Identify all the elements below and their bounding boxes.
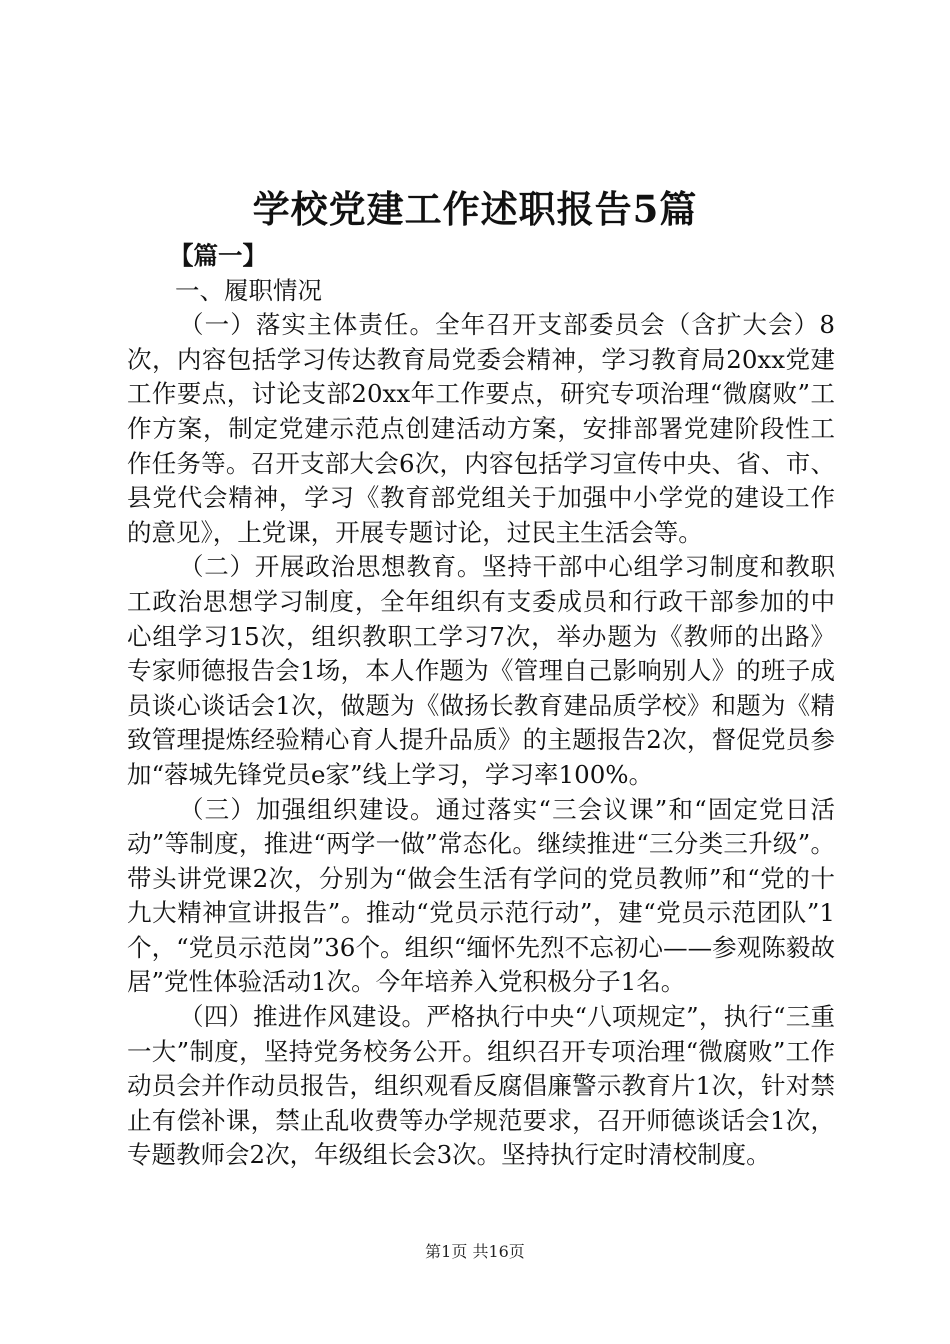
paragraph-4: （四）推进作风建设。严格执行中央“八项规定”，执行“三重一大”制度，坚持党务校务公开。组织召开专项治理“微腐败”工作动员会并作动员报告，组织观看反腐倡廉警示教育片1次，针对禁止有偿补课，禁止乱收费等办学规范要求，召开师德谈话会1次，专题教师会2次，年级组长会3次。坚持执行定时清校制度。: [127, 1002, 835, 1170]
section-label: 【篇一】: [169, 241, 267, 270]
document-title: 学校党建工作述职报告5篇: [252, 187, 698, 231]
paragraph-2: （二）开展政治思想教育。坚持干部中心组学习制度和教职工政治思想学习制度，全年组织有支委成员和行政干部参加的中心组学习15次，组织教职工学习7次，举办题为《教师的出路》专家师德报告会1场，本人作题为《管理自己影响别人》的班子成员谈心谈话会1次，做题为《做扬长教育建品质学校》和题为《精致管理提炼经验精心育人提升品质》的主题报告2次，督促党员参加“蓉城先锋党员e家”线上学习，学习率100%。: [127, 552, 835, 789]
document-body: [127, 239, 835, 1173]
page-footer: 第1页 共16页: [425, 1242, 525, 1261]
paragraph-3: （三）加强组织建设。通过落实“三会议课”和“固定党日活动”等制度，推进“两学一做”常态化。继续推进“三分类三升级”。带头讲党课2次，分别为“做会生活有学问的党员教师”和“党的十九大精神宣讲报告”。推动“党员示范行动”，建“党员示范团队”1个，“党员示范岗”36个。组织“缅怀先烈不忘初心——参观陈毅故居”党性体验活动1次。今年培养入党积极分子1名。: [127, 794, 835, 997]
paragraph-1: （一）落实主体责任。全年召开支部委员会（含扩大会）8次，内容包括学习传达教育局党委会精神，学习教育局20xx党建工作要点，讨论支部20xx年工作要点，研究专项治理“微腐败”工作方案，制定党建示范点创建活动方案，安排部署党建阶段性工作任务等。召开支部大会6次，内容包括学习宣传中央、省、市、县党代会精神，学习《教育部党组关于加强中小学党的建设工作的意见》，上党课，开展专题讨论，过民主生活会等。: [127, 310, 835, 547]
section-heading: 一、履职情况: [175, 275, 322, 305]
